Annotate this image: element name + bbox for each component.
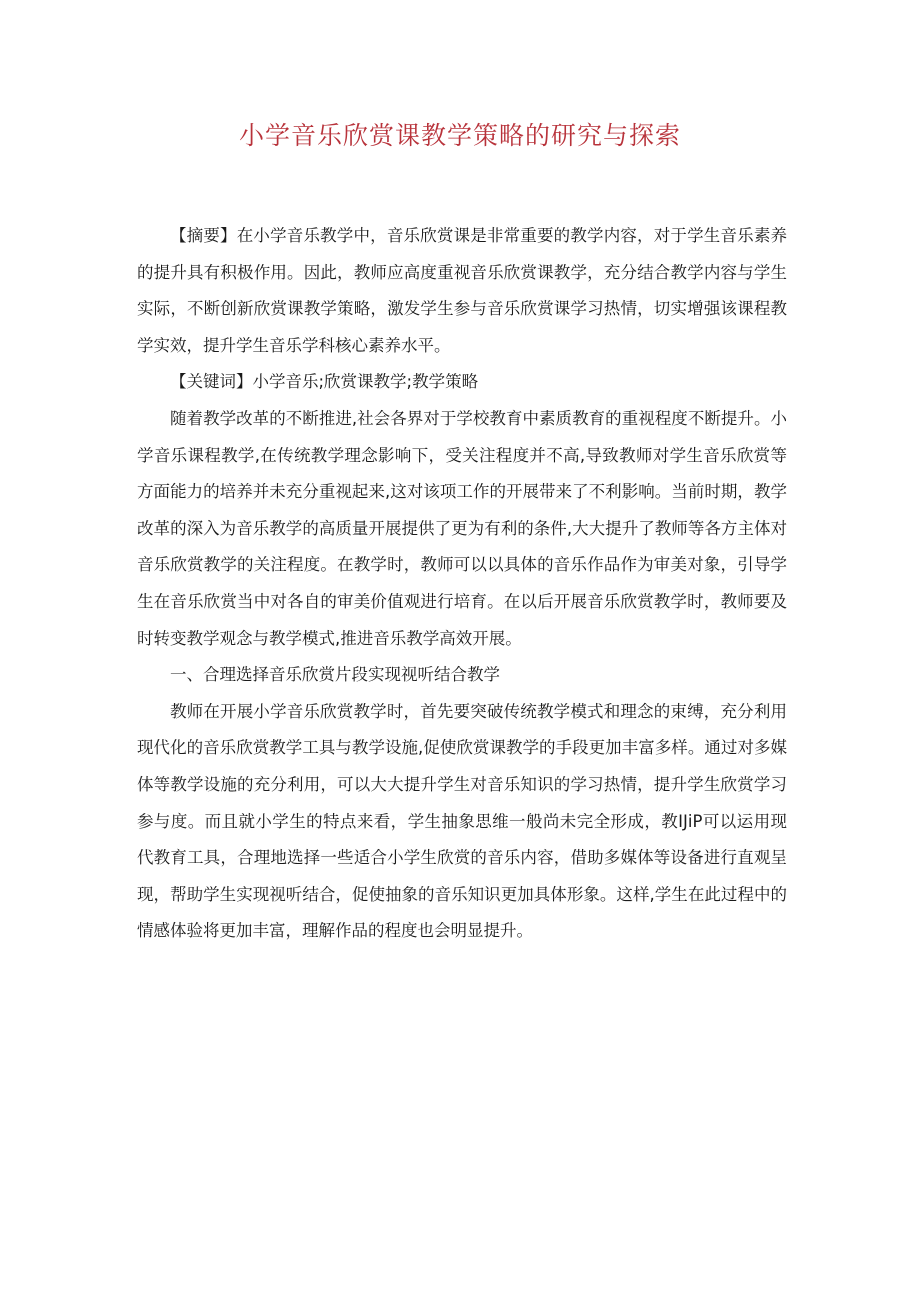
section-heading-1: 一、合理选择音乐欣赏片段实现视听结合教学 — [170, 665, 500, 685]
keywords-paragraph: 【关键词】小学音乐;欣赏课教学;教学策略 — [170, 372, 479, 392]
intro-paragraph: 随着教学改革的不断推进,社会各界对于学校教育中素质教育的重视程度不断提升。小学音乐课程教学,在传统教学理念影响下，受关注程度并不高,导致教师对学生音乐欣赏等方面能力的培养并未充分重视起来,这对该项工作的开展带来了不利影响。当前时期，教学改革的深入为音乐教学的高质量开展提供了更为有利的条件,大大提升了教师等各方主体对音乐欣赏教学的关注程度。在教学时，教师可以以具体的音乐作品作为审美对象，引导学生在音乐欣赏当中对各自的审美价值观进行培育。在以后开展音乐欣赏教学时，教师要及时转变教学观念与教学模式,推进音乐教学高效开展。 — [137, 408, 787, 648]
abstract-paragraph: 【摘要】在小学音乐教学中，音乐欣赏课是非常重要的教学内容，对于学生音乐素养的提升具有积极作用。因此，教师应高度重视音乐欣赏课教学，充分结合教学内容与学生实际，不断创新欣赏课教学策略，激发学生参与音乐欣赏课学习热情，切实增强该课程教学实效，提升学生音乐学科核心素养水平。 — [137, 226, 787, 355]
section-1-paragraph: 教师在开展小学音乐欣赏教学时，首先要突破传统教学模式和理念的束缚，充分利用现代化的音乐欣赏教学工具与教学设施,促使欣赏课教学的手段更加丰富多样。通过对多媒体等教学设施的充分利用，可以大大提升学生对音乐知识的学习热情，提升学生欣赏学习参与度。而且就小学生的特点来看，学生抽象思维一般尚未完全形成，教IJiP可以运用现代教育工具，合理地选择一些适合小学生欣赏的音乐内容，借助多媒体等设备进行直观呈现，帮助学生实现视听结合，促使抽象的音乐知识更加具体形象。这样,学生在此过程中的情感体验将更加丰富，理解作品的程度也会明显提升。 — [137, 701, 787, 941]
document-title: 小学音乐欣赏课教学策略的研究与探索 — [238, 121, 681, 150]
document-body — [137, 218, 787, 950]
